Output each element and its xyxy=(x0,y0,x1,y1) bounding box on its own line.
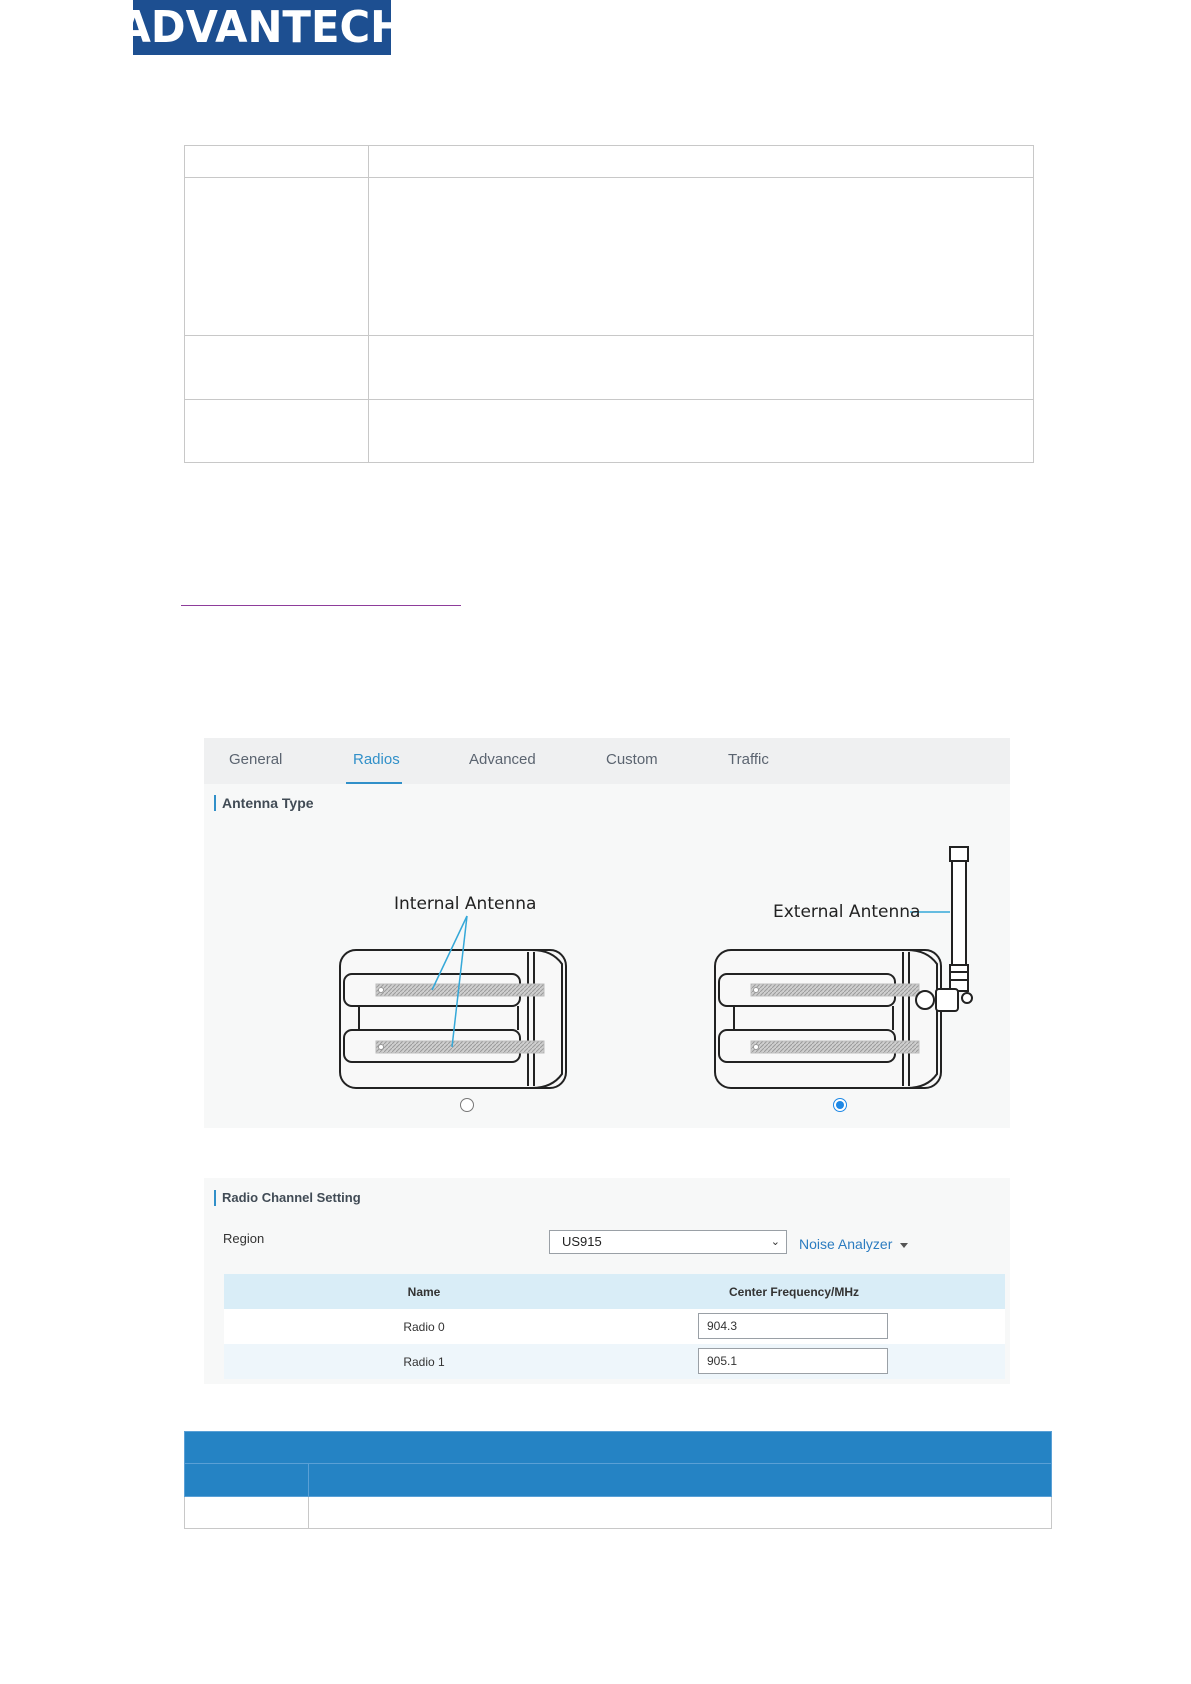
table-row xyxy=(224,1309,1005,1344)
external-antenna-label: External Antenna xyxy=(773,902,921,922)
table-row xyxy=(185,336,1034,400)
tab-custom[interactable]: Custom xyxy=(606,751,658,768)
radio-channel-title: Radio Channel Setting xyxy=(214,1190,361,1206)
external-antenna-radio[interactable] xyxy=(833,1098,847,1112)
caret-down-icon xyxy=(900,1243,908,1248)
internal-antenna-device xyxy=(340,950,566,1088)
frequency-input[interactable]: 905.1 xyxy=(698,1348,888,1374)
tab-bar xyxy=(204,738,1010,784)
frequency-input[interactable]: 904.3 xyxy=(698,1313,888,1339)
antenna-type-title: Antenna Type xyxy=(214,795,314,811)
table-header-row xyxy=(185,1464,1052,1497)
channel-table-header xyxy=(224,1274,1005,1309)
table-row xyxy=(185,178,1034,336)
tab-radios[interactable]: Radios xyxy=(353,751,400,768)
table-row xyxy=(185,1497,1052,1529)
tab-general[interactable]: General xyxy=(229,751,283,768)
column-header-name: Name xyxy=(407,1285,441,1299)
logo-text: ADVANTECH xyxy=(118,1,406,53)
region-select[interactable] xyxy=(549,1230,787,1254)
table-row xyxy=(185,146,1034,178)
radio-name: Radio 0 xyxy=(403,1320,445,1334)
radio-channel-panel xyxy=(204,1178,1010,1384)
tab-traffic[interactable]: Traffic xyxy=(728,751,769,768)
link-underline[interactable] xyxy=(181,605,461,606)
tab-advanced[interactable]: Advanced xyxy=(469,751,536,768)
advantech-logo xyxy=(118,0,406,55)
table-title-row xyxy=(185,1432,1052,1464)
parameter-table xyxy=(184,145,1034,463)
settings-table xyxy=(184,1431,1052,1529)
radio-name: Radio 1 xyxy=(403,1355,445,1369)
region-value: US915 xyxy=(562,1234,602,1249)
region-label: Region xyxy=(223,1231,265,1246)
table-row xyxy=(224,1344,1005,1379)
internal-antenna-radio[interactable] xyxy=(460,1098,474,1112)
noise-analyzer-button[interactable] xyxy=(799,1236,908,1252)
column-header-frequency: Center Frequency/MHz xyxy=(728,1285,860,1299)
table-row xyxy=(185,400,1034,463)
antenna-illustration xyxy=(204,784,1010,1128)
chevron-down-icon: ⌄ xyxy=(770,1236,780,1248)
noise-analyzer-label: Noise Analyzer xyxy=(799,1236,893,1252)
internal-antenna-label: Internal Antenna xyxy=(394,894,537,914)
external-antenna-device xyxy=(715,847,972,1088)
radios-panel xyxy=(204,738,1010,1128)
